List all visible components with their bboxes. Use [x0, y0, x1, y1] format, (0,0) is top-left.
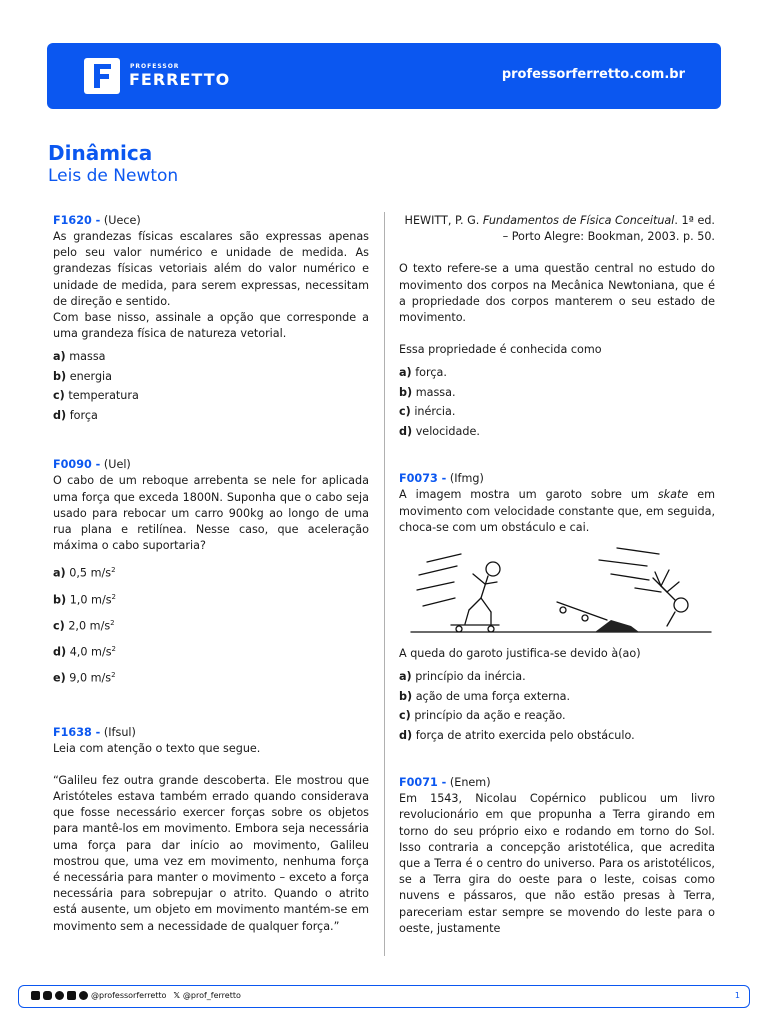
page-title: Dinâmica: [48, 141, 153, 165]
option-a[interactable]: a) massa: [53, 350, 106, 364]
question-intro: Leia com atenção o texto que segue.: [53, 741, 261, 755]
question-f0090: [53, 457, 369, 690]
option-c[interactable]: c) 2,0 $m/s^2$: [53, 618, 115, 633]
question-text: As grandezas físicas escalares são expressas apenas pelo seu valor numérico e unidade de medida. As grandezas físicas vetoriais além do valor numérico e unidade de medida, para serem expressas, necessitam de direção e sentido.: [53, 230, 369, 308]
page-number: 1: [734, 991, 740, 1000]
question-source: (Uel): [103, 458, 131, 472]
social-links: [31, 991, 241, 1000]
question-source: (Ifmg): [449, 472, 484, 486]
question-prompt: A queda do garoto justifica-se devido à(ao): [399, 647, 641, 661]
x-handle: @prof_ferretto: [182, 991, 241, 1000]
instagram-icon[interactable]: [43, 991, 52, 1000]
question-code: F0090 -: [53, 458, 101, 472]
right-column: [399, 213, 715, 937]
option-c[interactable]: c) temperatura: [53, 389, 139, 403]
question-source: (Ifsul): [103, 725, 136, 739]
logo-name: FERRETTO: [129, 70, 231, 89]
page-subtitle: Leis de Newton: [48, 166, 179, 186]
x-icon[interactable]: 𝕏: [173, 991, 180, 1000]
option-a[interactable]: a) força.: [399, 366, 447, 380]
ferretto-logo-icon: [84, 58, 120, 94]
option-d[interactable]: d) força: [53, 408, 98, 422]
option-d[interactable]: d) velocidade.: [399, 424, 480, 438]
question-code: F1620 -: [53, 214, 101, 227]
question-f1638: [53, 725, 369, 935]
question-text: O texto refere-se a uma questão central no estudo do movimento dos corpos na Mecânica Newtoniana, que é a propriedade dos corpos manterem o seu estado de movimento.: [399, 262, 715, 325]
tiktok-icon[interactable]: [67, 991, 76, 1000]
social-handle: @professorferretto: [91, 991, 167, 1000]
question-code: F0073 -: [399, 472, 447, 486]
option-a[interactable]: a) princípio da inércia.: [399, 670, 526, 684]
option-b[interactable]: b) 1,0 $m/s^2$: [53, 592, 117, 607]
telegram-icon[interactable]: [79, 991, 88, 1000]
question-text: O cabo de um reboque arrebenta se nele for aplicada uma força que exceda 1800N. Suponha que o cabo seja usado para rebocar um carro 900kg ao longo de uma rua plana e retilínea. Nesse caso, que aceleração máxima o cabo suportaria?: [53, 474, 369, 553]
logo-tagline: PROFESSOR: [130, 63, 180, 70]
header-banner: [47, 43, 721, 109]
question-code: F0071 -: [399, 776, 447, 790]
option-c[interactable]: c) inércia.: [399, 405, 456, 419]
footer-bar: [18, 985, 750, 1008]
quote-reference: HEWITT, P. G. Fundamentos de Física Conceitual. 1ª ed. – Porto Alegre: Bookman, 2003. p. 50.: [404, 214, 715, 244]
option-a[interactable]: a) 0,5 $m/s^2$: [53, 566, 116, 581]
option-c[interactable]: c) princípio da ação e reação.: [399, 709, 566, 723]
option-d[interactable]: d) força de atrito exercida pelo obstáculo.: [399, 728, 635, 742]
question-prompt: Essa propriedade é conhecida como: [399, 343, 602, 357]
question-source: (Enem): [449, 776, 491, 790]
option-b[interactable]: b) ação de uma força externa.: [399, 689, 571, 703]
option-b[interactable]: b) massa.: [399, 385, 456, 399]
column-divider: [384, 212, 385, 956]
left-column: [53, 213, 369, 935]
question-text: Em 1543, Nicolau Copérnico publicou um livro revolucionário em que propunha a Terra girando em torno do seu próprio eixo e rodando em torno do Sol. Isso contraria a concepção aristotélica, que acredita que a Terra é o centro do universo. Para os aristotélicos, se a Terra gira do oeste para o leste, coisas como nuvens e pássaros, que não estão presas à Terra, pareceriam estar sempre se movendo do leste para o oeste, justamente: [399, 792, 715, 935]
question-code: F1638 -: [53, 725, 101, 739]
youtube-icon[interactable]: [31, 991, 40, 1000]
option-b[interactable]: b) energia: [53, 369, 113, 383]
quote-text: “Galileu fez outra grande descoberta. Ele mostrou que Aristóteles estava também errado quando considerava que fosse necessário exercer forças sobre os objetos para mantê-los em movimento. Embora seja necessária uma força para dar início ao movimento, Galileu mostrou que, uma vez em movimento, nenhuma força é necessária para manter o movimento – exceto a força necessária para sobrepujar o atrito. Quando o atrito está ausente, um objeto em movimento mantém-se em movimento sem a necessidade de qualquer força.”: [53, 773, 369, 933]
question-text: Com base nisso, assinale a opção que corresponde a uma grandeza física de natureza vetorial.: [53, 311, 369, 341]
question-f0071: [399, 775, 715, 937]
site-url-link[interactable]: professorferretto.com.br: [501, 67, 685, 82]
question-text: A imagem mostra um garoto sobre um skate em movimento com velocidade constante que, em seguida, choca-se com um obstáculo e cai.: [399, 488, 715, 534]
facebook-icon[interactable]: [55, 991, 64, 1000]
skateboard-illustration: [399, 536, 715, 646]
option-e[interactable]: e) 9,0 $m/s^2$: [53, 671, 116, 686]
option-d[interactable]: d) 4,0 $m/s^2$: [53, 645, 117, 659]
question-f0073: [399, 471, 715, 745]
question-f1620: [53, 213, 369, 425]
question-source: (Uece): [103, 214, 141, 227]
